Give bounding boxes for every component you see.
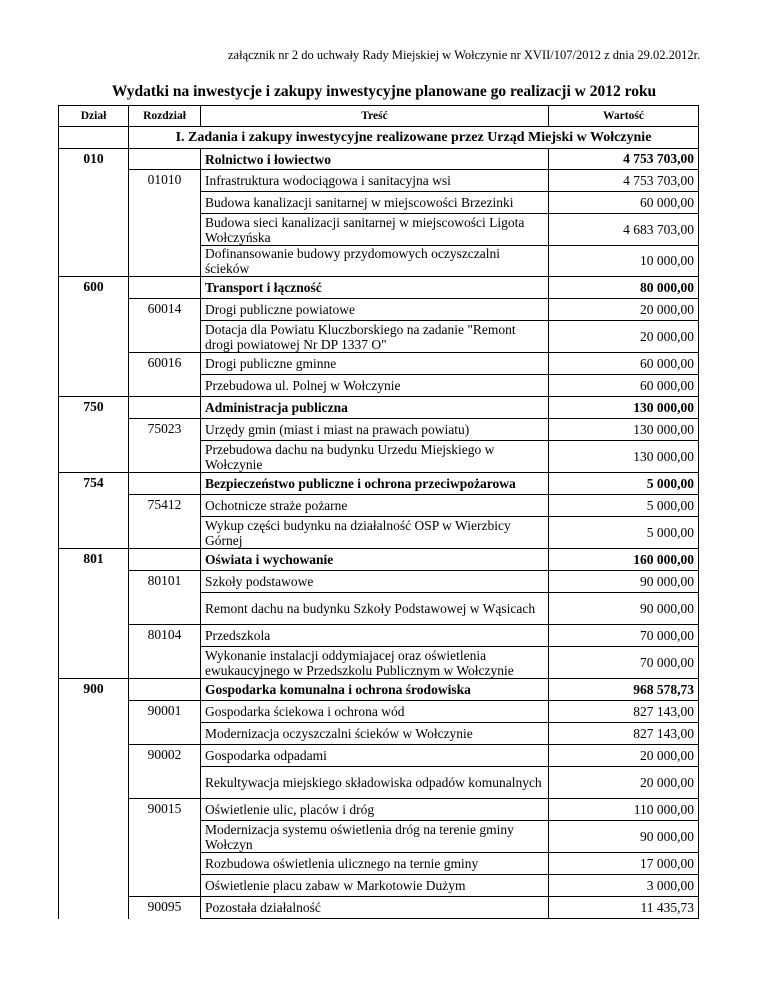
dzial-cell: 600 [59,277,129,299]
tresc-cell: Bezpieczeństwo publiczne i ochrona przeciwpożarowa [201,473,549,495]
dzial-cell [59,246,129,277]
rozdzial-cell [129,473,201,495]
tresc-cell: Gospodarka komunalna i ochrona środowiska [201,679,549,701]
dzial-cell [59,299,129,321]
tresc-cell: Pozostała działalność [201,897,549,919]
tresc-cell: Remont dachu na budynku Szkoły Podstawowej w Wąsicach [201,593,549,625]
dzial-cell: 754 [59,473,129,495]
section-row [59,127,699,149]
table-row [59,723,699,745]
table-row [59,821,699,853]
dzial-cell: 010 [59,149,129,170]
rozdzial-cell [129,192,201,214]
tresc-cell: Urzędy gmin (miast i miast na prawach powiatu) [201,419,549,441]
tresc-cell: Transport i łączność [201,277,549,299]
tresc-cell: Modernizacja oczyszczalni ścieków w Wołczynie [201,723,549,745]
expenditure-table [58,105,699,919]
dzial-cell [59,375,129,397]
table-row [59,149,699,170]
dzial-cell [59,321,129,353]
table-row [59,799,699,821]
rozdzial-cell [129,723,201,745]
wartosc-cell: 110 000,00 [549,799,699,821]
wartosc-cell: 20 000,00 [549,321,699,353]
rozdzial-cell [129,375,201,397]
rozdzial-cell: 80101 [129,571,201,593]
tresc-cell: Gospodarka ściekowa i ochrona wód [201,701,549,723]
rozdzial-cell [129,821,201,853]
dzial-cell [59,441,129,473]
dzial-cell [59,593,129,625]
wartosc-cell: 5 000,00 [549,473,699,495]
tresc-cell: Przedszkola [201,625,549,647]
wartosc-cell: 60 000,00 [549,353,699,375]
dzial-cell [59,571,129,593]
dzial-cell [59,853,129,875]
wartosc-cell: 5 000,00 [549,517,699,549]
dzial-cell [59,799,129,821]
dzial-cell [59,745,129,767]
dzial-cell [59,897,129,919]
wartosc-cell: 4 753 703,00 [549,170,699,192]
tresc-cell: Rozbudowa oświetlenia ulicznego na ternie gminy [201,853,549,875]
table-row [59,853,699,875]
dzial-cell [59,701,129,723]
wartosc-cell: 4 683 703,00 [549,214,699,246]
wartosc-cell: 130 000,00 [549,441,699,473]
tresc-cell: Oświetlenie ulic, placów i dróg [201,799,549,821]
tresc-cell: Infrastruktura wodociągowa i sanitacyjna wsi [201,170,549,192]
table-row [59,353,699,375]
wartosc-cell: 160 000,00 [549,549,699,571]
table-row [59,625,699,647]
tresc-cell: Przebudowa ul. Polnej w Wołczynie [201,375,549,397]
wartosc-cell: 60 000,00 [549,192,699,214]
dzial-cell: 801 [59,549,129,571]
column-header-rozdzial: Rozdział [129,106,201,127]
wartosc-cell: 70 000,00 [549,647,699,679]
tresc-cell: Modernizacja systemu oświetlenia dróg na terenie gminy Wołczyn [201,821,549,853]
dzial-cell [59,214,129,246]
rozdzial-cell [129,647,201,679]
wartosc-cell: 90 000,00 [549,821,699,853]
table-row [59,473,699,495]
rozdzial-cell: 90001 [129,701,201,723]
rozdzial-cell [129,679,201,701]
table-row [59,375,699,397]
wartosc-cell: 5 000,00 [549,495,699,517]
table-row [59,170,699,192]
wartosc-cell: 10 000,00 [549,246,699,277]
rozdzial-cell [129,214,201,246]
table-row [59,647,699,679]
tresc-cell: Rekultywacja miejskiego składowiska odpadów komunalnych [201,767,549,799]
dzial-cell [59,192,129,214]
table-row [59,246,699,277]
rozdzial-cell [129,397,201,419]
dzial-cell: 900 [59,679,129,701]
rozdzial-cell [129,321,201,353]
rozdzial-cell [129,517,201,549]
rozdzial-cell: 75023 [129,419,201,441]
table-row [59,321,699,353]
dzial-cell: 750 [59,397,129,419]
rozdzial-cell: 01010 [129,170,201,192]
section-title: I. Zadania i zakupy inwestycyjne realizowane przez Urząd Miejski w Wołczynie [129,127,699,149]
rozdzial-cell: 60016 [129,353,201,375]
rozdzial-cell [129,441,201,473]
wartosc-cell: 11 435,73 [549,897,699,919]
table-row [59,419,699,441]
tresc-cell: Budowa kanalizacji sanitarnej w miejscowości Brzezinki [201,192,549,214]
rozdzial-cell [129,246,201,277]
wartosc-cell: 968 578,73 [549,679,699,701]
table-row [59,549,699,571]
dzial-cell [59,625,129,647]
dzial-cell [59,495,129,517]
column-header-wartosc: Wartość [549,106,699,127]
tresc-cell: Wykonanie instalacji oddymiajacej oraz oświetlenia ewukaucyjnego w Przedszkolu Publicznym w Wołczynie [201,647,549,679]
table-row [59,495,699,517]
table-row [59,571,699,593]
rozdzial-cell: 90002 [129,745,201,767]
wartosc-cell: 827 143,00 [549,723,699,745]
tresc-cell: Ochotnicze straże pożarne [201,495,549,517]
wartosc-cell: 70 000,00 [549,625,699,647]
table-row [59,299,699,321]
tresc-cell: Gospodarka odpadami [201,745,549,767]
dzial-cell [59,170,129,192]
attachment-note: załącznik nr 2 do uchwały Rady Miejskiej w Wołczynie nr XVII/107/2012 z dnia 29.02.2012r. [228,48,701,62]
tresc-cell: Oświetlenie placu zabaw w Markotowie Dużym [201,875,549,897]
rozdzial-cell [129,277,201,299]
wartosc-cell: 130 000,00 [549,397,699,419]
tresc-cell: Drogi publiczne gminne [201,353,549,375]
dzial-cell [59,419,129,441]
rozdzial-cell: 90015 [129,799,201,821]
table-row [59,767,699,799]
rozdzial-cell [129,767,201,799]
table-row [59,875,699,897]
rozdzial-cell [129,549,201,571]
rozdzial-cell [129,593,201,625]
rozdzial-cell: 60014 [129,299,201,321]
dzial-cell [59,875,129,897]
dzial-cell [59,723,129,745]
wartosc-cell: 90 000,00 [549,593,699,625]
table-row [59,397,699,419]
table-row [59,441,699,473]
table-row [59,593,699,625]
table-row [59,517,699,549]
wartosc-cell: 60 000,00 [549,375,699,397]
wartosc-cell: 20 000,00 [549,745,699,767]
tresc-cell: Rolnictwo i łowiectwo [201,149,549,170]
rozdzial-cell [129,875,201,897]
tresc-cell: Wykup części budynku na działalność OSP w Wierzbicy Górnej [201,517,549,549]
tresc-cell: Oświata i wychowanie [201,549,549,571]
table-row [59,192,699,214]
page-title: Wydatki na inwestycje i zakupy inwestycyjne planowane go realizacji w 2012 roku [111,83,657,100]
wartosc-cell: 80 000,00 [549,277,699,299]
rozdzial-cell [129,853,201,875]
dzial-cell [59,767,129,799]
wartosc-cell: 20 000,00 [549,767,699,799]
tresc-cell: Dofinansowanie budowy przydomowych oczyszczalni ścieków [201,246,549,277]
tresc-cell: Budowa sieci kanalizacji sanitarnej w miejscowości Ligota Wołczyńska [201,214,549,246]
rozdzial-cell [129,149,201,170]
table-row [59,897,699,919]
dzial-cell [59,821,129,853]
column-header-dzial: Dział [59,106,129,127]
wartosc-cell: 3 000,00 [549,875,699,897]
wartosc-cell: 827 143,00 [549,701,699,723]
wartosc-cell: 17 000,00 [549,853,699,875]
column-header-tresc: Treść [201,106,549,127]
table-row [59,679,699,701]
table-row [59,701,699,723]
table-row [59,214,699,246]
section-dzial-cell [59,127,129,149]
table-row [59,277,699,299]
rozdzial-cell: 90095 [129,897,201,919]
tresc-cell: Drogi publiczne powiatowe [201,299,549,321]
table-row [59,745,699,767]
wartosc-cell: 130 000,00 [549,419,699,441]
tresc-cell: Administracja publiczna [201,397,549,419]
dzial-cell [59,353,129,375]
dzial-cell [59,647,129,679]
tresc-cell: Przebudowa dachu na budynku Urzedu Miejskiego w Wołczynie [201,441,549,473]
rozdzial-cell: 80104 [129,625,201,647]
tresc-cell: Dotacja dla Powiatu Kluczborskiego na zadanie "Remont drogi powiatowej Nr DP 1337 O" [201,321,549,353]
wartosc-cell: 20 000,00 [549,299,699,321]
table-header-row [59,106,699,127]
wartosc-cell: 90 000,00 [549,571,699,593]
dzial-cell [59,517,129,549]
rozdzial-cell: 75412 [129,495,201,517]
tresc-cell: Szkoły podstawowe [201,571,549,593]
wartosc-cell: 4 753 703,00 [549,149,699,170]
